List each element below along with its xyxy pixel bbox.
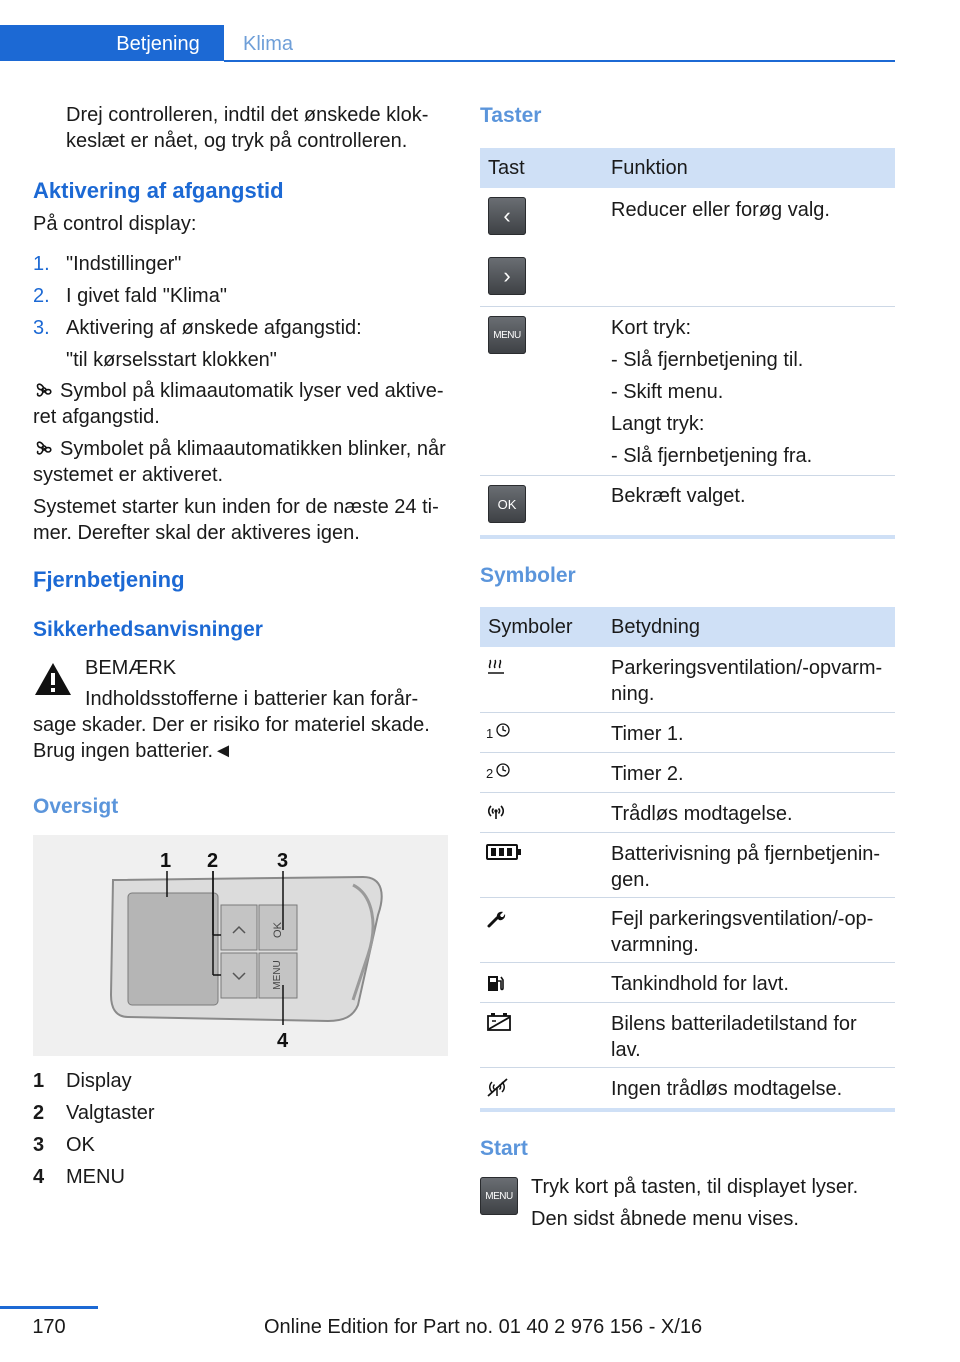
keys-row2-line4: Langt tryk: (611, 413, 705, 435)
remote-menu-label: MENU (272, 960, 283, 990)
symbols-row-divider (480, 832, 895, 833)
step-3-num: 3. (33, 317, 50, 339)
start-line-2: Den sidst åbnede menu vises. (531, 1208, 799, 1230)
footer-edition: Online Edition for Part no. 01 40 2 976 156 - X/16 (264, 1316, 703, 1338)
no-wireless-reception-icon (486, 1078, 510, 1098)
ok-key-icon: OK (488, 485, 526, 523)
timer-icon (495, 762, 511, 778)
notice-line-1: Indholdsstofferne i batterier kan forår- (85, 688, 419, 710)
legend-text-2: Valgtaster (66, 1102, 155, 1124)
symbol-row4-text: Trådløs modtagelse. (611, 803, 793, 825)
heading-safety: Sikkerhedsanvisninger (33, 618, 263, 641)
remote-illustration (33, 835, 448, 1056)
symbol-row5-line2: gen. (611, 869, 650, 891)
wireless-reception-icon (486, 802, 506, 820)
keys-col-function: Funktion (611, 157, 688, 179)
symbols-row-divider (480, 1002, 895, 1003)
keys-table-end (480, 535, 895, 539)
symbol-row8-line2: lav. (611, 1039, 641, 1061)
keys-row-divider (480, 306, 895, 307)
symbol-row6-line1: Fejl parkeringsventilation/-op- (611, 908, 874, 930)
heading-overview: Oversigt (33, 795, 119, 818)
symbol-row5-line1: Batterivisning på fjernbetjenin- (611, 843, 881, 865)
keys-row-divider (480, 475, 895, 476)
system-line-2: mer. Derefter skal der aktiveres igen. (33, 522, 360, 544)
start-line-1: Tryk kort på tasten, til displayet lyser. (531, 1176, 859, 1198)
keys-row2-line5: - Slå fjernbetjening fra. (611, 445, 813, 467)
symbol-row1-line2: ning. (611, 683, 655, 705)
keys-row3-function: Bekræft valget. (611, 485, 746, 507)
wrench-icon (486, 909, 506, 929)
parking-ventilation-icon (487, 658, 505, 676)
symbol-row9-text: Ingen trådløs modtagelse. (611, 1078, 843, 1100)
symbol-row8-line1: Bilens batteriladetilstand for (611, 1013, 857, 1035)
chevron-left-key-icon: ‹ (488, 197, 526, 235)
heading-activation: Aktivering af afgangstid (33, 178, 284, 203)
step-1-num: 1. (33, 253, 50, 275)
symbols-row-divider (480, 897, 895, 898)
callout-2: 2 (207, 850, 219, 872)
symbol-note1-line1: Symbol på klimaautomatik lyser ved aktive- (60, 380, 444, 402)
page-number: 170 (32, 1316, 66, 1338)
step-2-num: 2. (33, 285, 50, 307)
symbol-row1-line1: Parkeringsventilation/-opvarm- (611, 657, 883, 679)
step-3-text: Aktivering af ønskede afgangstid: (66, 317, 362, 339)
symbols-row-divider (480, 792, 895, 793)
system-line-1: Systemet starter kun inden for de næste 24 ti- (33, 496, 439, 518)
step-2-text: I givet fald "Klima" (66, 285, 227, 307)
legend-num-3: 3 (33, 1134, 45, 1156)
heading-start: Start (480, 1137, 528, 1160)
keys-row2-line3: - Skift menu. (611, 381, 724, 403)
symbol-note2-line1: Symbolet på klimaautomatikken blinker, når (60, 438, 446, 460)
symbol-row2-text: Timer 1. (611, 723, 684, 745)
keys-row2-line2: - Slå fjernbetjening til. (611, 349, 804, 371)
remote-ok-label: OK (272, 922, 284, 938)
legend-text-1: Display (66, 1070, 132, 1092)
header-section: Betjening (116, 33, 200, 55)
on-display-label: På control display: (33, 213, 197, 235)
car-battery-low-icon (486, 1012, 514, 1032)
callout-1: 1 (160, 850, 172, 872)
legend-text-4: MENU (66, 1166, 125, 1188)
symbol-row3-text: Timer 2. (611, 763, 684, 785)
menu-key-icon: MENU (488, 316, 526, 354)
timer-1-prefix: 1 (486, 726, 494, 741)
keys-row1-function: Reducer eller forøg valg. (611, 199, 830, 221)
symbol-row7-text: Tankindhold for lavt. (611, 973, 789, 995)
heading-symbols: Symboler (480, 564, 576, 587)
symbols-col-symbol: Symboler (488, 616, 573, 638)
fuel-pump-icon (486, 973, 506, 993)
footer-rule (0, 1306, 98, 1309)
timer-icon (495, 722, 511, 738)
intro-line-1: Drej controlleren, indtil det ønskede klok- (66, 104, 429, 126)
heading-keys: Taster (480, 104, 542, 127)
notice-title: BEMÆRK (85, 657, 177, 679)
symbols-row-divider (480, 712, 895, 713)
callout-3: 3 (277, 850, 289, 872)
warning-triangle-icon (33, 661, 73, 697)
legend-num-4: 4 (33, 1166, 45, 1188)
symbols-col-meaning: Betydning (611, 616, 700, 638)
header-rule (224, 60, 895, 62)
notice-line-3: Brug ingen batterier.◄ (33, 740, 233, 762)
climate-fan-icon (33, 380, 55, 400)
symbols-table-end (480, 1108, 895, 1112)
step-3-sub: "til kørselsstart klokken" (66, 349, 277, 371)
battery-icon (486, 843, 522, 861)
legend-num-1: 1 (33, 1070, 45, 1092)
symbol-row6-line2: varmning. (611, 934, 699, 956)
climate-fan-icon (33, 438, 55, 458)
notice-line-2: sage skader. Der er risiko for materiel skade. (33, 714, 430, 736)
step-1-text: "Indstillinger" (66, 253, 182, 275)
keys-row2-line1: Kort tryk: (611, 317, 692, 339)
keys-col-key: Tast (488, 157, 525, 179)
callout-4: 4 (277, 1030, 289, 1052)
symbols-row-divider (480, 752, 895, 753)
heading-remote: Fjernbetjening (33, 567, 185, 592)
menu-key-icon: MENU (480, 1177, 518, 1215)
chevron-right-key-icon: › (488, 257, 526, 295)
symbol-note2-line2: systemet er aktiveret. (33, 464, 224, 486)
symbols-row-divider (480, 1067, 895, 1068)
legend-text-3: OK (66, 1134, 95, 1156)
timer-2-prefix: 2 (486, 766, 494, 781)
symbol-note1-line2: ret afgangstid. (33, 406, 160, 428)
symbols-row-divider (480, 962, 895, 963)
header-chapter: Klima (243, 33, 294, 55)
legend-num-2: 2 (33, 1102, 45, 1124)
remote-drawing (33, 835, 448, 1056)
intro-line-2: keslæt er nået, og tryk på controlleren. (66, 130, 408, 152)
